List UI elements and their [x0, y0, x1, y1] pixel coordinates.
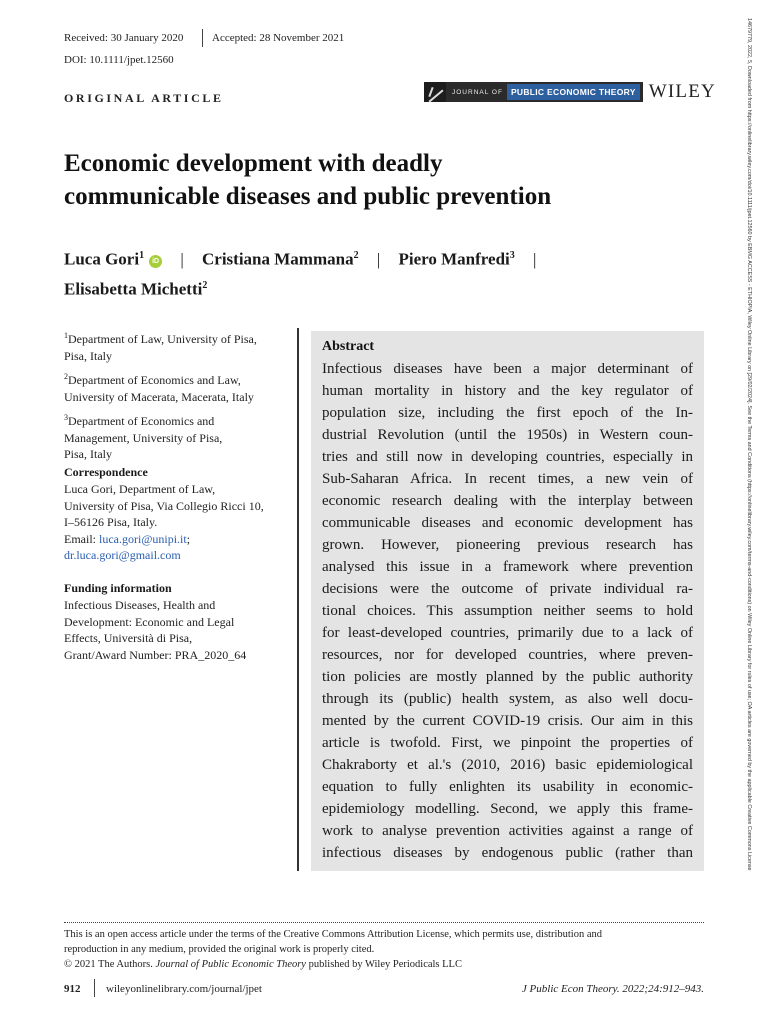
- abstract-line: through its (public) health system, as also well docu-: [322, 691, 693, 707]
- abstract-line: resources, nor for developed countries, where preven-: [322, 647, 693, 663]
- affiliation-1: [64, 328, 292, 364]
- author-name[interactable]: Cristiana Mammana: [202, 249, 354, 269]
- license-note: [64, 927, 714, 972]
- abstract-line: tion policies are mostly planned by the public authority: [322, 669, 693, 685]
- copyright-line: [64, 957, 714, 972]
- correspondence-line: University of Pisa, Via Collegio Ricci 10,: [64, 498, 264, 513]
- affiliation-line: Pisa, Italy: [64, 447, 112, 461]
- abstract-line: for least-developed countries, primarily due to a lack of: [322, 625, 693, 641]
- page-number: 912: [64, 983, 81, 995]
- abstract-line: article is twofold. First, we pinpoint the properties of: [322, 735, 693, 751]
- funding-line: Effects, Università di Pisa,: [64, 631, 193, 645]
- correspondence-line: Luca Gori, Department of Law,: [64, 482, 216, 496]
- funding-info: [64, 580, 294, 663]
- email-separator: ;: [186, 531, 191, 546]
- abstract-line: tries and still now in developing countries, especially in: [322, 449, 693, 465]
- funding-line: Infectious Diseases, Health and: [64, 598, 216, 612]
- license-line: reproduction in any medium, provided the original work is properly cited.: [64, 944, 375, 955]
- email-link-1[interactable]: luca.gori@unipi.it: [99, 531, 187, 546]
- affiliation-line: Pisa, Italy: [64, 348, 112, 363]
- title-line-2: communicable diseases and public prevention: [64, 183, 552, 210]
- abstract-line: equation to fully enlighten its usability in economic-: [322, 779, 693, 795]
- affiliation-line: University of Macerata, Macerata, Italy: [64, 389, 254, 404]
- abstract-line: human mortality in history and the key regulator of: [322, 383, 693, 399]
- affiliation-line: Department of Law, University of Pisa,: [68, 332, 257, 346]
- orcid-icon[interactable]: iD: [149, 255, 162, 268]
- author-name[interactable]: Piero Manfredi: [398, 249, 510, 269]
- abstract-line: communicable diseases and economic development has: [322, 515, 693, 531]
- email-link-2[interactable]: dr.luca.gori@gmail.com: [64, 548, 181, 562]
- affiliation-mark: 1: [64, 331, 68, 340]
- affiliations: [64, 328, 292, 463]
- publisher-logo: WILEY: [648, 81, 716, 102]
- funding-heading: Funding information: [64, 581, 172, 595]
- author-separator: |: [533, 249, 537, 269]
- author-name[interactable]: Luca Gori: [64, 249, 140, 269]
- abstract-text: [322, 358, 693, 864]
- abstract-line: Chakraborty et al.'s (2010, 2016) basic epidemiological: [322, 757, 693, 773]
- doi: DOI: 10.1111/jpet.12560: [64, 54, 174, 66]
- abstract-line: mented by the current COVID-19 crisis. Our aim in this: [322, 713, 693, 729]
- download-notice-text: 14679779, 2022, 5, Downloaded from https://onlinelibrary.wiley.com/doi/10.1111/jpet.12560 by EBMG ACCESS - ETHIOPIA, Wiley Online Library on [29/02/2024]. See the Terms and Conditions (https://onlinelibrary.wiley.com/terms-and-conditions) on Wiley Online Library for rules of use; OA articles are governed by the applicable Creative Commons License: [746, 18, 752, 871]
- citation: J Public Econ Theory. 2022;24:912–943.: [521, 983, 704, 995]
- journal-logo-icon: [424, 82, 446, 102]
- journal-banner: [424, 82, 716, 102]
- copyright-journal: Journal of Public Economic Theory: [155, 959, 306, 970]
- header-divider: [202, 29, 203, 47]
- received-date: Received: 30 January 2020: [64, 32, 184, 44]
- funding-line: Grant/Award Number: PRA_2020_64: [64, 647, 247, 662]
- affiliation-2: [64, 369, 292, 405]
- correspondence: [64, 464, 294, 564]
- footer-divider: [94, 979, 95, 997]
- affiliation-line: Department of Economics and: [68, 414, 215, 428]
- article-type: ORIGINAL ARTICLE: [64, 91, 224, 105]
- abstract-line: infectious diseases by endogenous public (rather than: [322, 845, 693, 861]
- email-label: Email:: [64, 531, 99, 546]
- abstract-line: work to analyse prevention activities against a range of: [322, 823, 693, 839]
- abstract-line: grown. However, pioneering previous research has: [322, 537, 693, 553]
- journal-name: [446, 82, 643, 102]
- page-title: [64, 147, 704, 213]
- author-affiliation-mark: 1: [139, 250, 145, 261]
- abstract-line: population size, including the first epoch of the In-: [322, 405, 693, 421]
- author-affiliation-mark: 2: [353, 250, 359, 261]
- abstract-line: Infectious diseases have been a major determinant of: [322, 361, 693, 377]
- title-line-1: Economic development with deadly: [64, 150, 443, 177]
- author-separator: |: [376, 249, 381, 269]
- journal-title: PUBLIC ECONOMIC THEORY: [507, 84, 640, 100]
- copyright-prefix: © 2021 The Authors.: [64, 959, 156, 970]
- abstract-line: economic research dealing with the interplay between: [322, 493, 693, 509]
- author-affiliation-mark: 2: [202, 279, 208, 291]
- funding-line: Development: Economic and Legal: [64, 614, 235, 629]
- affiliation-3: [64, 410, 292, 463]
- author-name[interactable]: Elisabetta Michetti: [64, 279, 203, 299]
- affiliation-line: Management, University of Pisa,: [64, 430, 223, 445]
- correspondence-email: [64, 531, 294, 548]
- correspondence-heading: Correspondence: [64, 465, 148, 479]
- abstract-line: epidemiology modelling. Second, we apply this frame-: [322, 801, 693, 817]
- abstract-line: tional choices. This assumption neither seems to hold: [322, 603, 693, 619]
- column-divider: [297, 328, 299, 871]
- author-affiliation-mark: 3: [509, 250, 515, 261]
- accepted-date: Accepted: 28 November 2021: [212, 32, 345, 44]
- footnote-divider: [64, 922, 704, 923]
- copyright-suffix: published by Wiley Periodicals LLC: [305, 959, 462, 970]
- affiliation-mark: 2: [64, 372, 68, 381]
- abstract-line: decisions were the outcome of private individual ra-: [322, 581, 693, 597]
- affiliation-mark: 3: [64, 413, 68, 422]
- correspondence-line: I–56126 Pisa, Italy.: [64, 515, 158, 529]
- author-list: [64, 243, 724, 302]
- abstract-line: analysed this issue in a framework where prevention: [322, 559, 693, 575]
- abstract-line: Sub-Saharan Africa. In recent times, a new vein of: [322, 471, 693, 487]
- abstract-line: dustrial Revolution (until the 1950s) in Western coun-: [322, 427, 693, 443]
- affiliation-line: Department of Economics and Law,: [68, 373, 241, 387]
- journal-url-link[interactable]: wileyonlinelibrary.com/journal/jpet: [106, 983, 262, 995]
- author-separator: |: [180, 249, 184, 269]
- download-notice: [742, 18, 754, 1008]
- journal-small-label: JOURNAL OF: [452, 88, 503, 96]
- abstract-heading: Abstract: [322, 339, 375, 354]
- license-line: This is an open access article under the terms of the Creative Commons Attribution License, which permits use, distribution and: [64, 929, 603, 940]
